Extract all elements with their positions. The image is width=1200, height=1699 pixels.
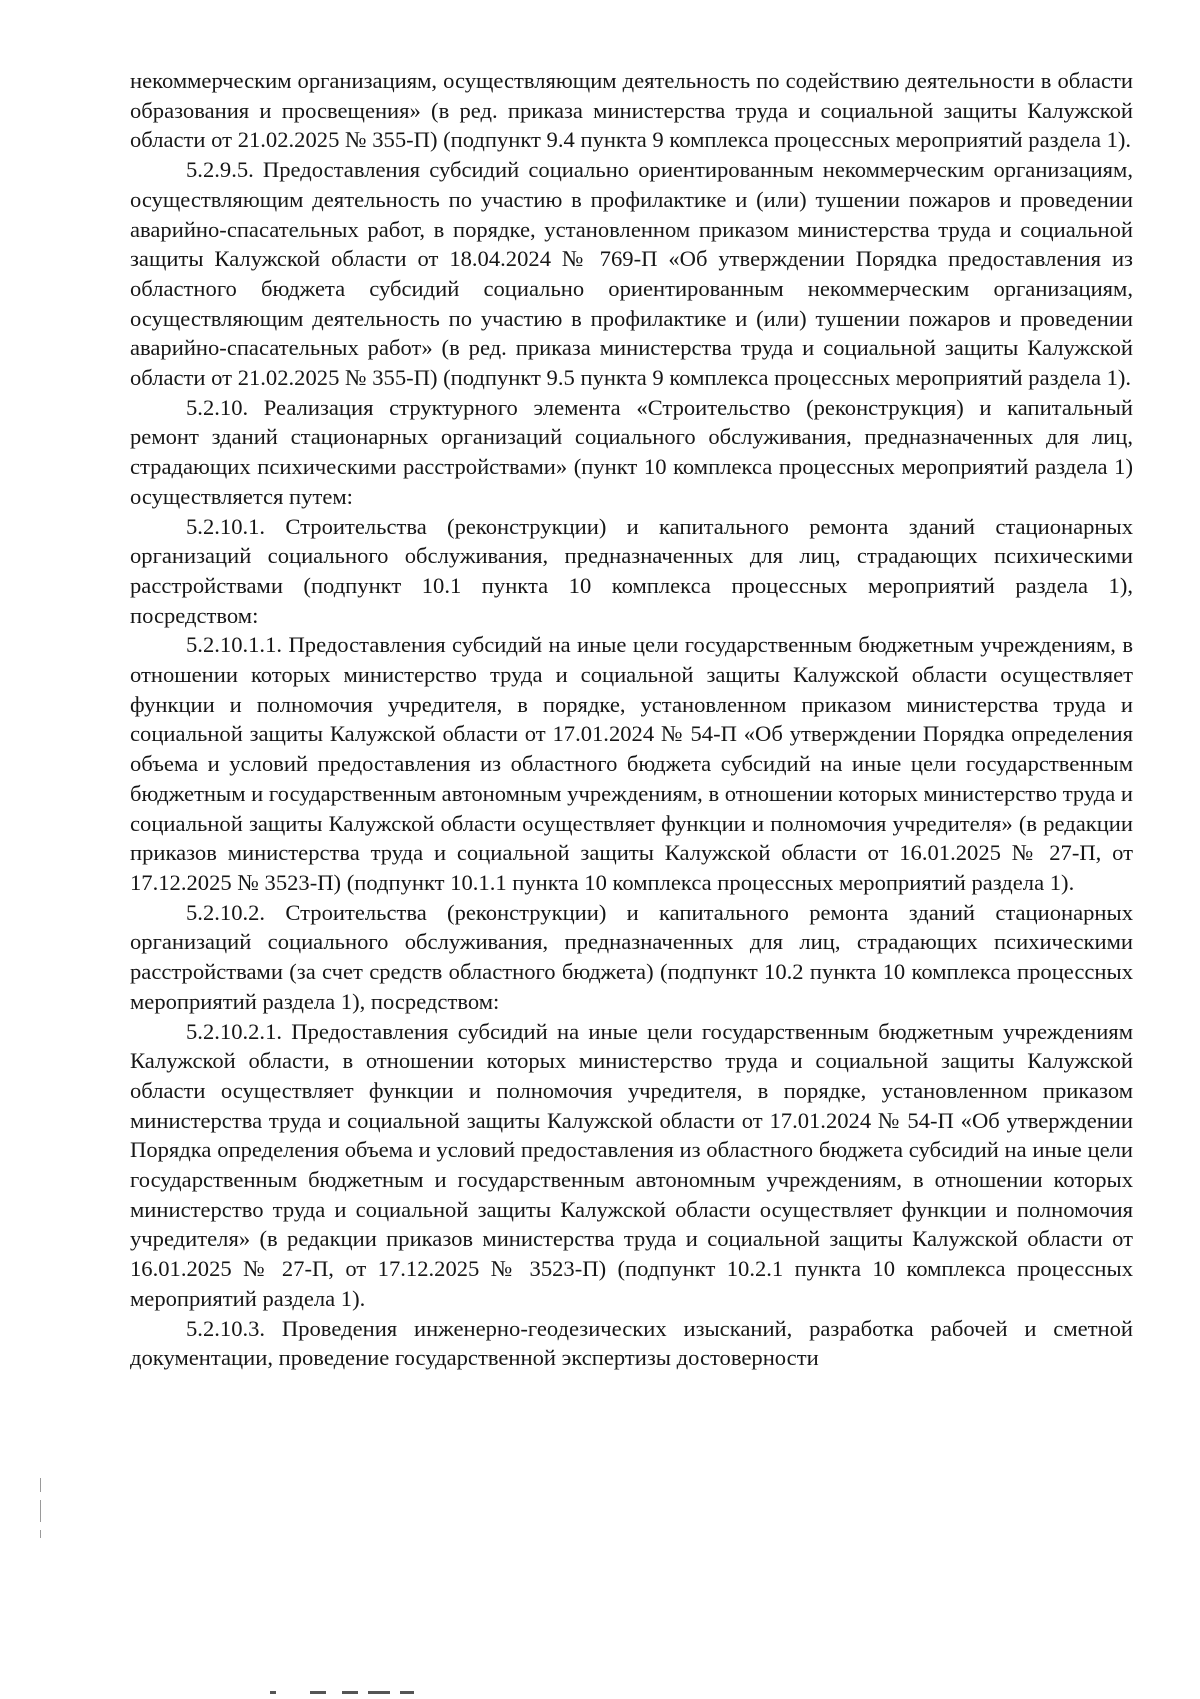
paragraph-5-2-10: 5.2.10. Реализация структурного элемента «Строительство (реконструкция) и капитальный ремонт зданий стационарных организаций социального обслуживания, предназначенных для лиц, страдающих психическими расстройствами» (пункт 10 комплекса процессных мероприятий раздела 1) осуществляется путем: (130, 394, 1133, 509)
document-body (130, 66, 1133, 1373)
bottom-tick (310, 1691, 326, 1694)
scan-edge-mark (40, 1530, 41, 1538)
bottom-tick (342, 1691, 358, 1694)
scan-edge-mark (40, 1478, 41, 1492)
paragraph-5-2-10-1: 5.2.10.1. Строительства (реконструкции) и капитального ремонта зданий стационарных организаций социального обслуживания, предназначенных для лиц, страдающих психическими расстройствами (подпункт 10.1 пункта 10 комплекса процессных мероприятий раздела 1), посредством: (130, 513, 1133, 628)
paragraph-continuation: некоммерческим организациям, осуществляющим деятельность по содействию деятельности в области образования и просвещения» (в ред. приказа министерства труда и социальной защиты Калужской области от 21.02.2025 № 355-П) (подпункт 9.4 пункта 9 комплекса процессных мероприятий раздела 1). (130, 68, 1133, 153)
paragraph-5-2-10-2-1: 5.2.10.2.1. Предоставления субсидий на иные цели государственным бюджетным учреждениям Калужской области, в отношении которых министерство труда и социальной защиты Калужской области осуществляет функции и полномочия учредителя, в порядке, установленном приказом министерства труда и социальной защиты Калужской области от 17.01.2024 № 54-П «Об утверждении Порядка определения объема и условий предоставления из областного бюджета субсидий на иные цели государственным бюджетным и государственным автономным учреждениям, в отношении которых министерство труда и социальной защиты Калужской области осуществляет функции и полномочия учредителя» (в редакции приказов министерства труда и социальной защиты Калужской области от 16.01.2025 № 27-П, от 17.12.2025 № 3523-П) (подпункт 10.2.1 пункта 10 комплекса процессных мероприятий раздела 1). (130, 1018, 1133, 1311)
paragraph-5-2-9-5: 5.2.9.5. Предоставления субсидий социально ориентированным некоммерческим организациям, осуществляющим деятельность по участию в профилактике и (или) тушении пожаров и проведении аварийно-спасательных работ, в порядке, установленном приказом министерства труда и социальной защиты Калужской области от 18.04.2024 № 769-П «Об утверждении Порядка предоставления из областного бюджета субсидий социально ориентированным некоммерческим организациям, осуществляющим деятельность по участию в профилактике и (или) тушении пожаров и проведении аварийно-спасательных работ» (в ред. приказа министерства труда и социальной защиты Калужской области от 21.02.2025 № 355-П) (подпункт 9.5 пункта 9 комплекса процессных мероприятий раздела 1). (130, 157, 1133, 391)
paragraph-5-2-10-3: 5.2.10.3. Проведения инженерно-геодезических изысканий, разработка рабочей и сметной документации, проведение государственной экспертизы достоверности (130, 1315, 1133, 1371)
paragraph-5-2-10-2: 5.2.10.2. Строительства (реконструкции) и капитального ремонта зданий стационарных организаций социального обслуживания, предназначенных для лиц, страдающих психическими расстройствами (за счет средств областного бюджета) (подпункт 10.2 пункта 10 комплекса процессных мероприятий раздела 1), посредством: (130, 899, 1133, 1014)
page-bottom-marks (270, 1689, 440, 1695)
paragraph-5-2-10-1-1: 5.2.10.1.1. Предоставления субсидий на иные цели государственным бюджетным учреждениям, в отношении которых министерство труда и социальной защиты Калужской области осуществляет функции и полномочия учредителя, в порядке, установленном приказом министерства труда и социальной защиты Калужской области от 17.01.2024 № 54-П «Об утверждении Порядка определения объема и условий предоставления из областного бюджета субсидий на иные цели государственным бюджетным и государственным автономным учреждениям, в отношении которых министерство труда и социальной защиты Калужской области осуществляет функции и полномочия учредителя» (в редакции приказов министерства труда и социальной защиты Калужской области от 16.01.2025 № 27-П, от 17.12.2025 № 3523-П) (подпункт 10.1.1 пункта 10 комплекса процессных мероприятий раздела 1). (130, 632, 1133, 895)
bottom-tick (270, 1691, 276, 1694)
bottom-tick (368, 1691, 390, 1694)
bottom-tick (400, 1691, 414, 1694)
scan-edge-mark (40, 1500, 41, 1522)
